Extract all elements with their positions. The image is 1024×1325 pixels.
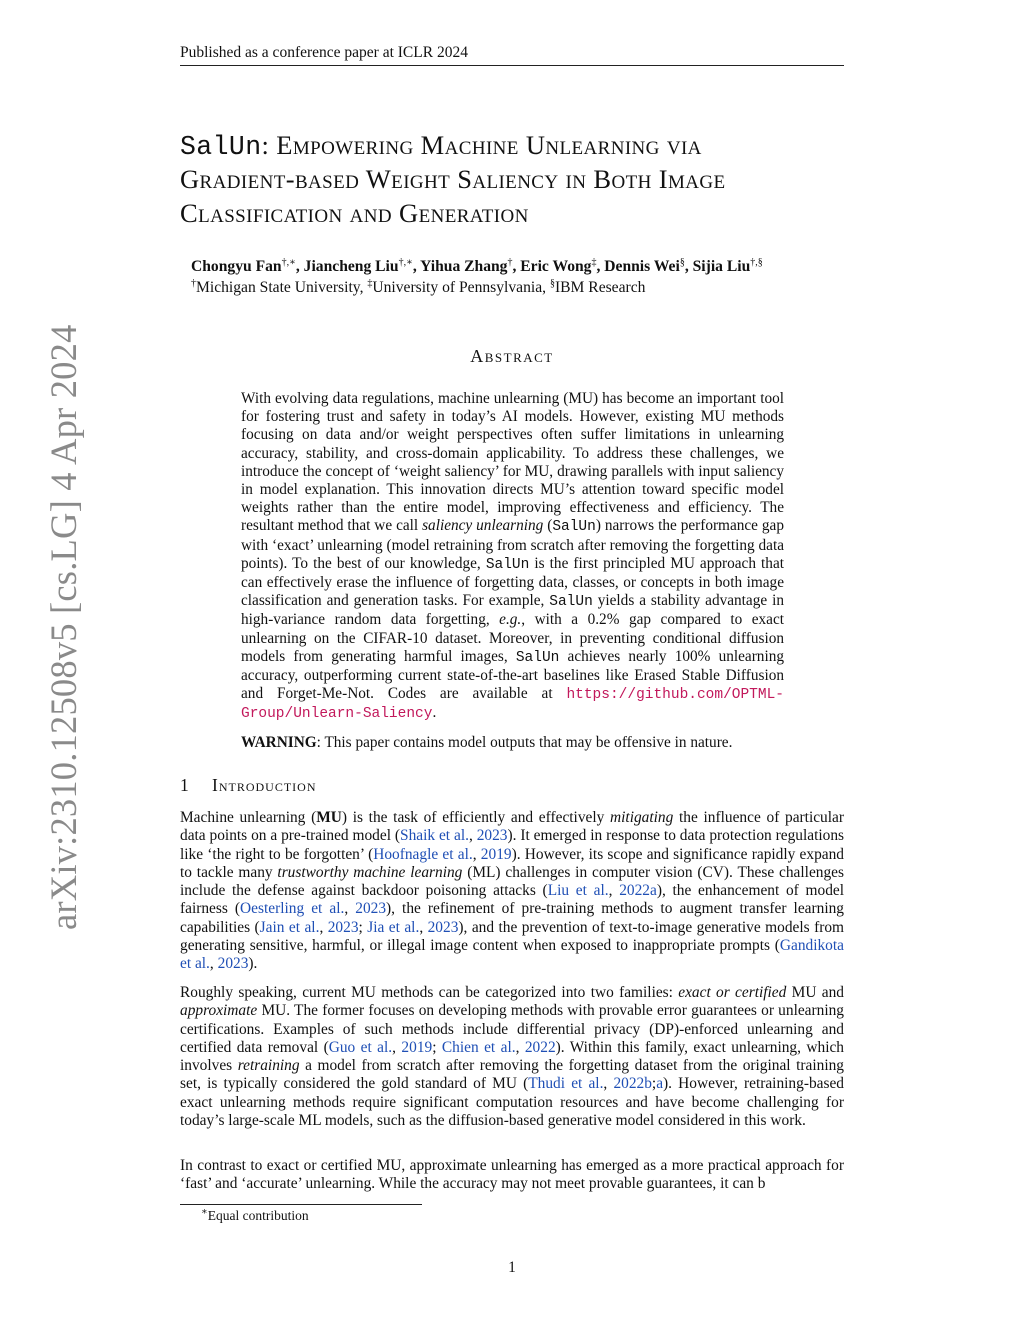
- abstract-body: [241, 390, 784, 724]
- citation-link[interactable]: Guo et al.: [328, 1038, 393, 1056]
- citation-link[interactable]: Chien et al.: [441, 1038, 516, 1056]
- affiliation-mark: §: [549, 277, 555, 289]
- affiliation-name: IBM Research: [554, 279, 646, 296]
- paragraph-text: (ML) challenges in computer vision (CV). These challenges include the defense against backdoor poisoning attacks (: [180, 863, 844, 900]
- paragraph-emphasis: retraining: [237, 1057, 300, 1075]
- paragraph-text: ;: [358, 918, 368, 936]
- warning-label: WARNING: [241, 734, 317, 751]
- abstract-eg: e.g.: [499, 611, 522, 629]
- warning-text: : This paper contains model outputs that may be offensive in nature.: [316, 734, 733, 751]
- citation-link[interactable]: Hoofnagle et al.: [373, 845, 473, 863]
- citation-link[interactable]: 2023: [355, 900, 387, 918]
- footnote-rule: [180, 1204, 422, 1205]
- paragraph-text: Roughly speaking, current MU methods can be categorized into two families:: [180, 984, 679, 1001]
- affiliation-name: University of Pennsylvania: [372, 279, 543, 296]
- citation-link[interactable]: 2023: [427, 918, 459, 936]
- intro-paragraph-2: [180, 984, 844, 1130]
- affiliations: [191, 279, 645, 297]
- author-sep: ,: [512, 258, 521, 275]
- paragraph-bold: MU: [316, 809, 342, 826]
- citation-link[interactable]: a: [656, 1075, 664, 1093]
- paragraph-text: ,: [472, 845, 481, 863]
- paper-title: [180, 128, 850, 230]
- affiliation-sep: ,: [542, 279, 550, 296]
- code-repo-link[interactable]: https://github.com/OPTML-Group/Unlearn-Saliency: [241, 687, 784, 723]
- content-warning: [241, 734, 801, 752]
- author-name: Yihua Zhang: [420, 258, 508, 275]
- abstract-text: (: [543, 517, 553, 535]
- citation-link[interactable]: Gandikota et al.: [180, 937, 844, 973]
- section-number: 1: [180, 775, 189, 795]
- citation-link[interactable]: 2022b: [613, 1075, 652, 1093]
- paragraph-text: ,: [419, 918, 428, 936]
- abstract-text: .: [432, 704, 437, 722]
- paragraph-text: ), the refinement of pre-training methods to augment transfer learning capabilities (: [180, 900, 844, 936]
- paragraph-emphasis: approximate: [180, 1002, 258, 1020]
- paragraph-text: ), the enhancement of model fairness (: [180, 882, 845, 918]
- paragraph-emphasis: trustworthy machine learning: [277, 863, 463, 881]
- footnote: [201, 1208, 309, 1224]
- intro-paragraph-3: In contrast to exact or certified MU, approximate unlearning has emerged as a more practical approach for ‘fast’ and ‘accurate’ unlearning. While the accuracy may not meet provable guarantees, it can b: [180, 1157, 844, 1193]
- paragraph-text: MU. The former focuses on developing methods with provable error guarantees or unlearning certifications. Examples of such methods include differential privacy (DP)-enforced unlearning and certified data removal (: [180, 1002, 844, 1056]
- citation-link[interactable]: Shaik et al.: [400, 827, 469, 845]
- author-name: Dennis Wei: [604, 258, 680, 275]
- abstract-text: yields a stability advantage in high-variance random data forgetting,: [241, 592, 784, 629]
- author-sep: ,: [412, 258, 421, 275]
- paragraph-text: the influence of particular data points on a pre-trained model (: [180, 809, 844, 845]
- title-line-2: Gradient-based Weight Saliency in Both Image: [180, 164, 726, 194]
- citation-link[interactable]: Liu et al.: [547, 882, 609, 900]
- paragraph-text: ).: [248, 955, 258, 973]
- author-list: [191, 258, 763, 276]
- citation-link[interactable]: 2019: [401, 1038, 433, 1056]
- method-name-code: SalUn: [552, 519, 596, 536]
- title-line-1-rest: : Empowering Machine Unlearning via: [261, 130, 702, 160]
- author-marks: §: [679, 256, 685, 268]
- paragraph-text: ). Within this family, exact unlearning, which involves: [180, 1038, 844, 1075]
- paragraph-text: ,: [608, 882, 620, 900]
- citation-link[interactable]: 2022a: [619, 882, 657, 900]
- paragraph-text: Machine unlearning (: [180, 809, 317, 826]
- title-line-1: [180, 128, 850, 162]
- abstract-text: is the first principled MU approach that can effectively erase the influence of forgetting data, classes, or concepts in both image classification and generation tasks. For example,: [241, 554, 784, 610]
- author-name: Chongyu Fan: [191, 258, 282, 275]
- paragraph-text: ) is the task of efficiently and effectively: [341, 809, 611, 826]
- paragraph-text: ,: [392, 1038, 402, 1056]
- running-header: Published as a conference paper at ICLR 2024: [180, 44, 468, 61]
- citation-link[interactable]: 2022: [524, 1038, 556, 1056]
- paragraph-text: ). However, retraining-based exact unlearning methods require significant computation resources and have become challenging for today’s large-scale ML models, such as the diffusion-based generative model considered in this work.: [180, 1075, 844, 1130]
- abstract-heading: Abstract: [470, 346, 554, 366]
- abstract-text: , with a 0.2% gap compared to exact unlearning on the CIFAR-10 dataset. Moreover, in preventing conditional diffusion models from generating harmful images,: [241, 611, 784, 665]
- arxiv-stamp: arXiv:2310.12508v5 [cs.LG] 4 Apr 2024: [43, 324, 84, 930]
- author-name: Sijia Liu: [692, 258, 751, 275]
- affiliation-mark: ‡: [367, 277, 373, 289]
- paragraph-text: ). It emerged in response to data protection regulations like ‘the right to be forgotten’ (: [180, 827, 845, 863]
- paragraph-emphasis: mitigating: [610, 809, 674, 826]
- paragraph-text: ,: [209, 955, 218, 973]
- paragraph-text: ,: [468, 827, 477, 845]
- citation-link[interactable]: Oesterling et al.: [240, 900, 345, 918]
- abstract-text: ) narrows the performance gap with ‘exact’ unlearning (model retraining from scratch after removing the forgetting data points). To the best of our knowledge,: [241, 517, 784, 572]
- citation-link[interactable]: Jia et al.: [367, 918, 420, 936]
- affiliation-sep: ,: [359, 279, 368, 296]
- section-title: Introduction: [212, 775, 317, 795]
- citation-link[interactable]: 2023: [476, 827, 508, 845]
- paragraph-text: ,: [603, 1075, 614, 1093]
- title-method-name: SalUn: [180, 132, 262, 162]
- paragraph-text: ;: [651, 1075, 657, 1093]
- abstract-term: saliency unlearning: [422, 517, 544, 535]
- title-line-3: Classification and Generation: [180, 198, 529, 228]
- citation-link[interactable]: 2023: [327, 918, 359, 936]
- affiliation-mark: †: [191, 277, 196, 289]
- citation-link[interactable]: Jain et al.: [259, 918, 320, 936]
- paragraph-text: ), and the prevention of text-to-image generative models from generating sensitive, harmful, or illegal image content when exposed to inappropriate prompts (: [180, 918, 844, 955]
- paragraph-text: a model from scratch after removing the forgetting dataset from the original training set, is typically considered the gold standard of MU (: [180, 1057, 844, 1093]
- header-rule: [180, 65, 844, 66]
- author-sep: ,: [684, 258, 693, 275]
- author-marks: †: [507, 256, 513, 268]
- paragraph-text: ,: [515, 1038, 525, 1056]
- citation-link[interactable]: Thudi et al.: [528, 1075, 604, 1093]
- abstract-text: achieves nearly 100% unlearning accuracy, outperforming current state-of-the-art baselines like Erased Stable Diffusion and Forget-Me-Not. Codes are available at: [241, 647, 784, 703]
- author-marks: †,§: [750, 256, 763, 268]
- paragraph-emphasis: exact or certified: [678, 984, 787, 1001]
- footnote-text: Equal contribution: [207, 1208, 309, 1223]
- author-sep: ,: [596, 258, 605, 275]
- author-name: Jiancheng Liu: [303, 258, 399, 275]
- author-marks: †,∗: [281, 256, 296, 268]
- footnote-mark: ∗: [201, 1206, 208, 1218]
- author-marks: †,∗: [398, 256, 413, 268]
- paragraph-text: ;: [432, 1038, 442, 1056]
- citation-link[interactable]: 2023: [217, 955, 249, 973]
- author-marks: ‡: [591, 256, 597, 268]
- method-name-code: SalUn: [515, 649, 560, 666]
- paragraph-text: ,: [344, 900, 356, 918]
- abstract-text: With evolving data regulations, machine unlearning (MU) has become an important tool for fostering trust and safety in today’s AI models. However, existing MU methods focusing on data and/or weight perspectives often suffer limitations in unlearning accuracy, stability, and cross-domain applicability. To address these challenges, we introduce the concept of ‘weight saliency’ for MU, drawing parallels with input saliency in model explanation. This innovation directs MU’s attention toward specific model weights rather than the entire model, improving effectiveness and efficiency. The resultant method that we call: [241, 390, 784, 535]
- author-sep: ,: [295, 258, 304, 275]
- intro-paragraph-1: [180, 809, 844, 974]
- method-name-code: SalUn: [549, 594, 593, 611]
- author-name: Eric Wong: [520, 258, 592, 275]
- affiliation-name: Michigan State University: [196, 279, 360, 296]
- paragraph-text: MU and: [786, 984, 844, 1001]
- page-number: 1: [508, 1259, 516, 1276]
- paragraph-text: ). However, its scope and significance rapidly expand to tackle many: [180, 845, 845, 881]
- citation-link[interactable]: 2019: [480, 845, 512, 863]
- paragraph-text: ,: [319, 918, 328, 936]
- method-name-code: SalUn: [485, 556, 530, 573]
